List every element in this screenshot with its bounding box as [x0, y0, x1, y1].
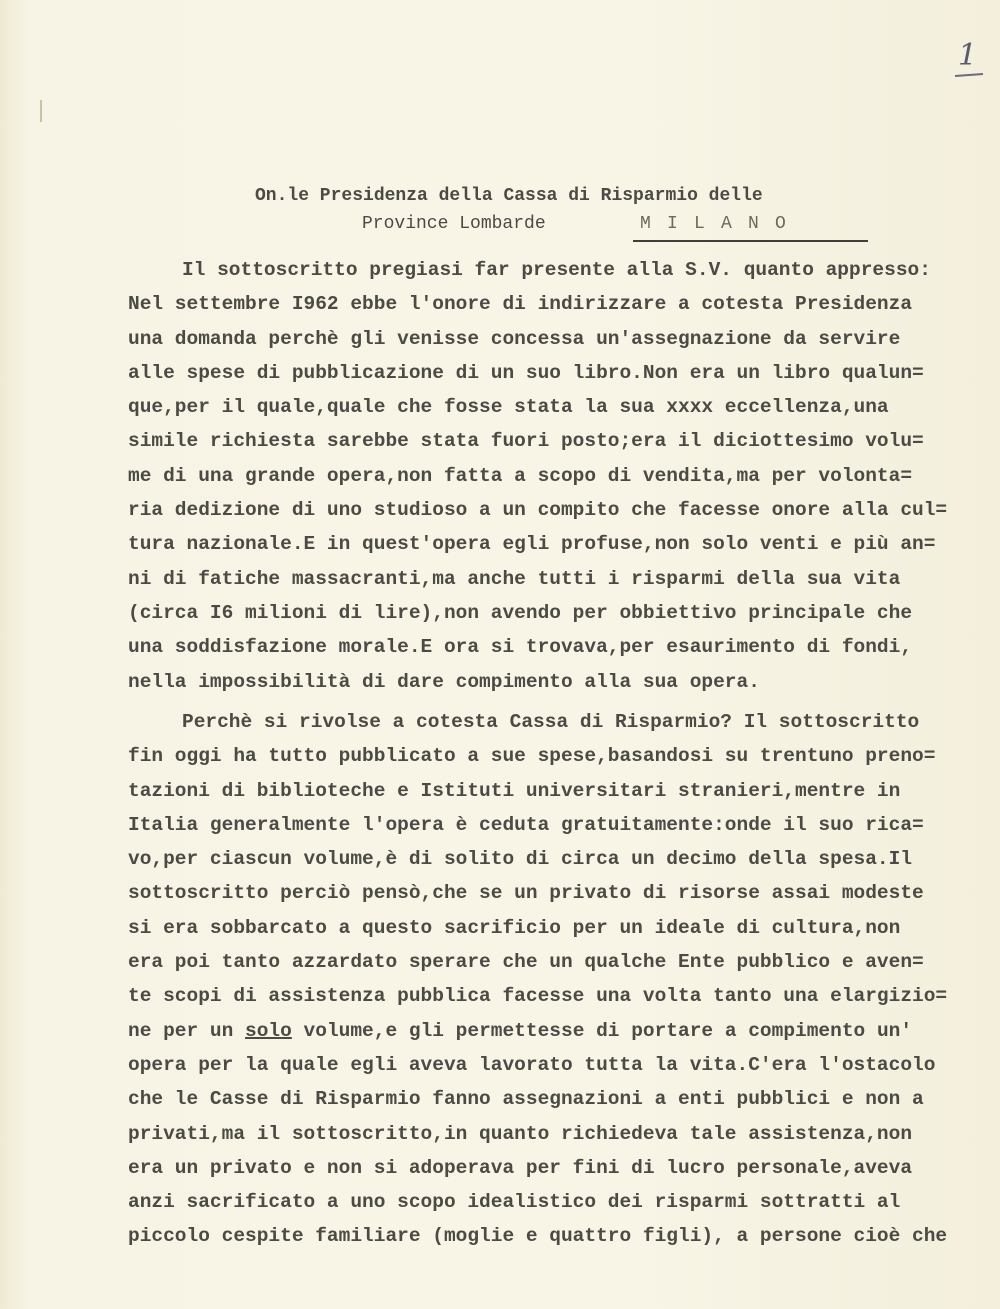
addressee-city: MILANO — [640, 214, 803, 234]
text-line: era poi tanto azzardato sperare che un qualche Ente pubblico e aven= — [128, 951, 924, 974]
margin-mark — [40, 100, 42, 122]
text-line: privati,ma il sottoscritto,in quanto richiedeva tale assistenza,non — [128, 1122, 913, 1145]
text-line: vo,per ciascun volume,è di solito di circa un decimo della spesa.Il — [128, 848, 913, 871]
text-line: alle spese di pubblicazione di un suo libro.Non era un libro qualun= — [128, 361, 924, 384]
text-line: una soddisfazione morale.E ora si trovava,per esaurimento di fondi, — [128, 636, 913, 659]
text-segment: volume,e gli permettesse di portare a compimento un' — [303, 1019, 913, 1042]
text-line: Nel settembre I962 ebbe l'onore di indirizzare a cotesta Presidenza — [128, 293, 913, 316]
page-number: 1 — [958, 38, 978, 73]
text-line: ni di fatiche massacranti,ma anche tutti i risparmi della sua vita — [128, 567, 901, 590]
text-line: opera per la quale egli aveva lavorato tutta la vita.C'era l'ostacolo — [128, 1053, 936, 1076]
text-line: Italia generalmente l'opera è ceduta gratuitamente:onde il suo rica= — [128, 813, 924, 836]
addressee-line-1: On.le Presidenza della Cassa di Risparmio delle — [255, 186, 763, 206]
text-line: tazioni di biblioteche e Istituti universitari stranieri,mentre in — [128, 779, 901, 802]
text-line: Il sottoscritto pregiasi far presente alla S.V. quanto appresso: — [182, 259, 931, 281]
text-line — [128, 1014, 947, 1048]
text-line: Perchè si rivolse a cotesta Cassa di Risparmio? Il sottoscritto — [182, 711, 920, 733]
text-line: que,per il quale,quale che fosse stata la sua xxxx eccellenza,una — [128, 396, 889, 419]
paragraph-1 — [128, 253, 947, 699]
text-line: si era sobbarcato a questo sacrificio per un ideale di cultura,non — [128, 916, 901, 939]
underlined-word: solo — [245, 1019, 292, 1042]
text-line: piccolo cespite familiare (moglie e quattro figli), a persone cioè che — [128, 1225, 948, 1248]
text-line: ria dedizione di uno studioso a un compito che facesse onore alla cul= — [128, 499, 948, 522]
text-line: te scopi di assistenza pubblica facesse una volta tanto una elargizio= — [128, 985, 948, 1008]
text-segment: ne per un — [128, 1019, 234, 1042]
text-line: anzi sacrificato a uno scopo idealistico dei risparmi sottratti al — [128, 1191, 901, 1214]
page-number-underline — [955, 73, 983, 77]
text-line: una domanda perchè gli venisse concessa un'assegnazione da servire — [128, 327, 901, 350]
paragraph-2 — [128, 705, 947, 1254]
text-line: nella impossibilità di dare compimento alla sua opera. — [128, 670, 760, 693]
city-underline — [633, 240, 868, 242]
text-line: (circa I6 milioni di lire),non avendo per obbiettivo principale che — [128, 601, 913, 624]
text-line: tura nazionale.E in quest'opera egli profuse,non solo venti e più an= — [128, 533, 936, 556]
text-line: me di una grande opera,non fatta a scopo di vendita,ma per volonta= — [128, 464, 913, 487]
text-line: sottoscritto perciò pensò,che se un privato di risorse assai modeste — [128, 882, 924, 905]
text-line: che le Casse di Risparmio fanno assegnazioni a enti pubblici e non a — [128, 1088, 924, 1111]
addressee-line-2: Province Lombarde — [362, 214, 546, 234]
text-line: fin oggi ha tutto pubblicato a sue spese,basandosi su trentuno preno= — [128, 745, 936, 768]
text-line: simile richiesta sarebbe stata fuori posto;era il diciottesimo volu= — [128, 430, 924, 453]
text-line: era un privato e non si adoperava per fini di lucro personale,aveva — [128, 1156, 913, 1179]
